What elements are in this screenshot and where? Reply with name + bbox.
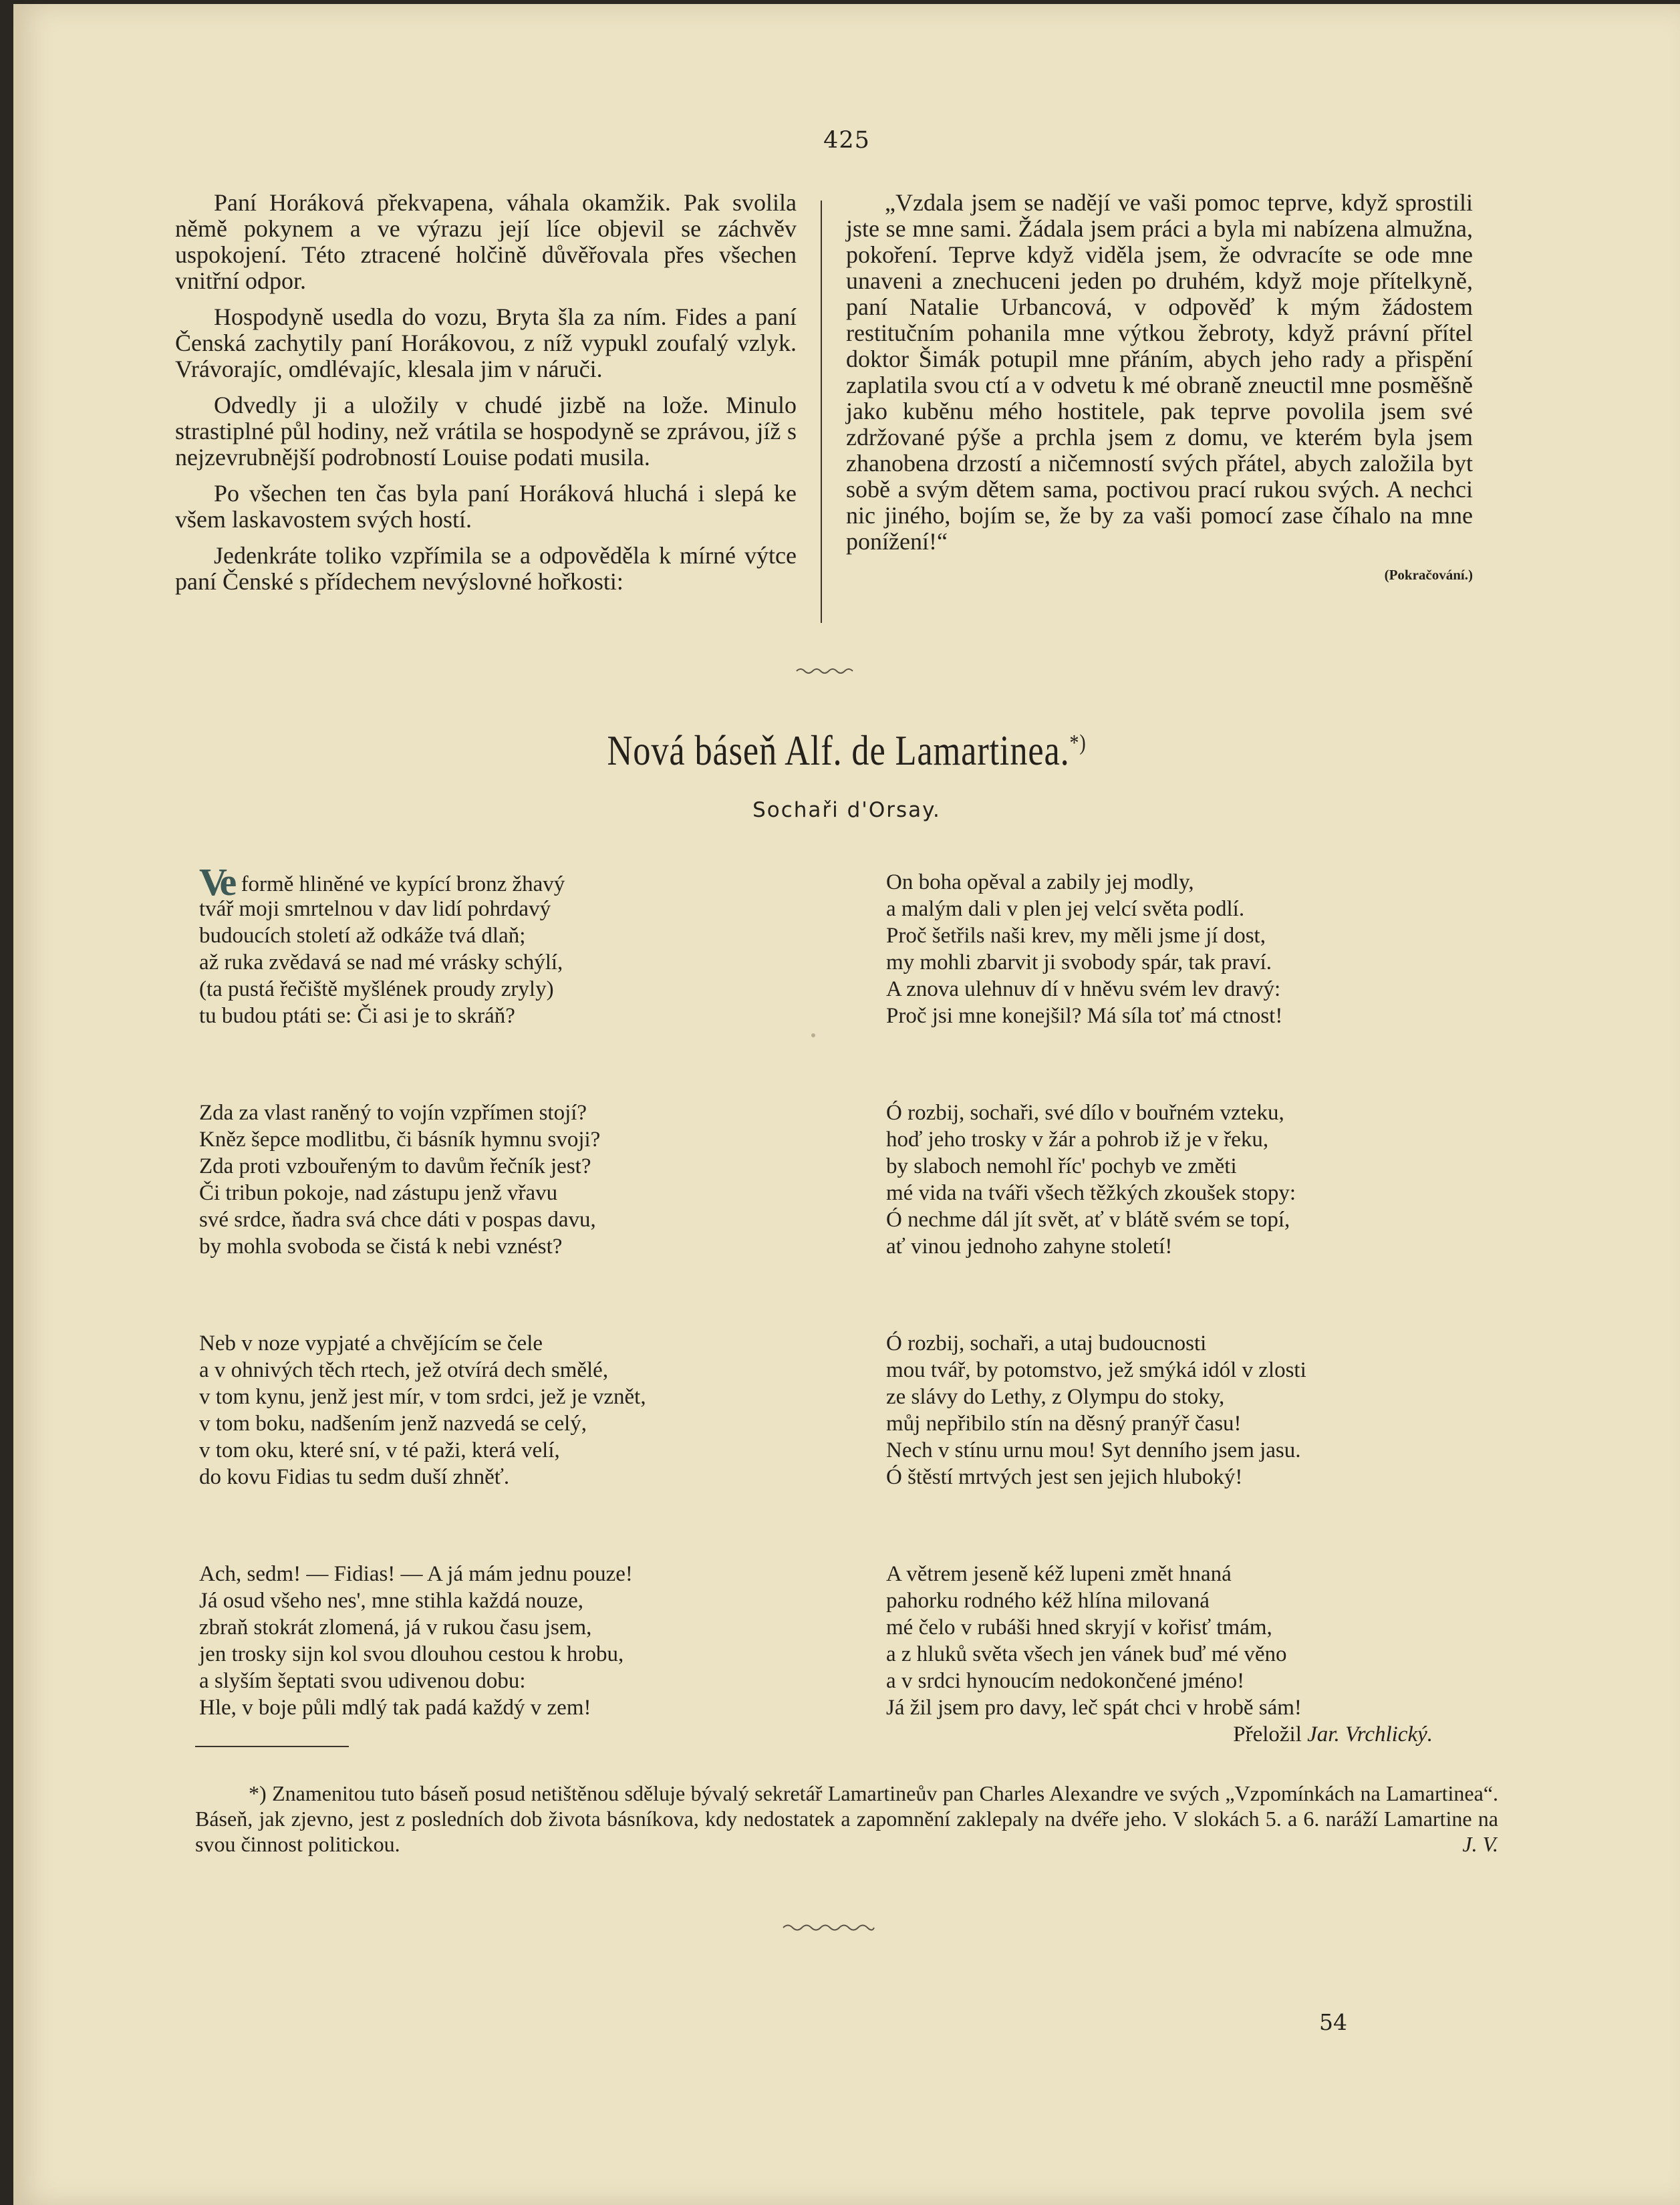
- poem-line: mé čelo v rubáši hned skryjí v kořisť tmám,: [886, 1615, 1272, 1640]
- footnote-marker: *): [1069, 731, 1087, 755]
- poem-line: Ach, sedm! — Fidias! — A já mám jednu pouze!: [199, 1562, 633, 1586]
- footnote-signature: J. V.: [1462, 1832, 1498, 1856]
- poem-line: Ó rozbij, sochaři, své dílo v bouřném vzteku,: [886, 1101, 1284, 1125]
- poem-line: tu budou ptáti se: Či asi je to skráň?: [199, 1004, 515, 1028]
- stanza: [199, 1330, 801, 1490]
- prose-column-right: [846, 190, 1473, 588]
- poem-line: Ó nechme dál jít svět, ať v blátě svém se topí,: [886, 1208, 1290, 1232]
- paragraph: Po všechen ten čas byla paní Horáková hluchá i slepá ke všem laskavostem svých hostí.: [175, 480, 797, 533]
- stanza: [199, 1099, 801, 1260]
- column-divider: [821, 201, 822, 623]
- poem-title: [163, 726, 1530, 775]
- stanza: [199, 860, 801, 1029]
- poem-line: a v ohnivých těch rtech, jež otvírá dech smělé,: [199, 1358, 609, 1382]
- poem-line: Či tribun pokoje, nad zástupu jenž vřavu: [199, 1181, 558, 1205]
- paragraph: Paní Horáková překvapena, váhala okamžik. Pak svolila němě pokynem a ve výrazu její líce objevil se záchvěv uspokojení. Této ztracené holčině důvěřovala přes všechen vnitřní odpor.: [175, 189, 797, 294]
- poem-line: budoucích století až odkáže tvá dlaň;: [199, 924, 526, 948]
- poem-subtitle: Sochaři d'Orsay.: [752, 798, 941, 822]
- tilde-ornament: [782, 1922, 875, 1933]
- stanza: [199, 1561, 801, 1721]
- poem-line: my mohli zbarvit ji svobody spár, tak praví.: [886, 950, 1272, 975]
- poem-line: Zda za vlast raněný to vojín vzpřímen stojí?: [199, 1101, 587, 1125]
- poem-line: Neb v noze vypjaté a chvějícím se čele: [199, 1331, 543, 1355]
- poem-title-text: Nová báseň Alf. de Lamartinea.: [607, 727, 1070, 774]
- decorative-initial: Ve: [199, 860, 233, 904]
- tilde-ornament: [795, 667, 855, 675]
- continued-note: (Pokračování.): [1384, 567, 1473, 583]
- poem-line: v tom kynu, jenž jest mír, v tom srdci, jež je vznět,: [199, 1385, 646, 1409]
- footnote-rule: [195, 1746, 349, 1747]
- paragraph: Jedenkráte toliko vzpřímila se a odpověděla k mírné výtce paní Čenské s přídechem nevýslovné hořkosti:: [175, 542, 797, 595]
- poem-line: Nech v stínu urnu mou! Syt denního jsem jasu.: [886, 1438, 1301, 1462]
- poem-line: jen trosky sijn kol svou dlouhou cestou k hrobu,: [199, 1642, 624, 1666]
- footnote-text: *) Znamenitou tuto báseň posud netištěnou sděluje bývalý sekretář Lamartineův pan Charles Alexandre ve svých „Vzpomínkách na Lamartinea“. Báseň, jak zjevno, jest z posledních dob života básníkova, kdy nedostatek a zapomnění zaklepaly na dvéře jeho. V slokách 5. a 6. naráží Lamartine na svou činnost politickou.: [195, 1781, 1498, 1856]
- poem-line: A větrem jeseně kéž lupeni změt hnaná: [886, 1562, 1232, 1586]
- poem-line: zbraň stokrát zlomená, já v rukou času jsem,: [199, 1615, 592, 1640]
- print-speck: [811, 1033, 815, 1037]
- poem-line: v tom boku, nadšením jenž nazvedá se celý,: [199, 1412, 587, 1436]
- poem-column-right: [886, 869, 1488, 1748]
- poem-line: Proč jsi mne konejšil? Má síla toť má ctnost!: [886, 1004, 1283, 1028]
- paragraph: Odvedly ji a uložily v chudé jizbě na lože. Minulo strastiplné půl hodiny, než vrátila se hospodyně se zprávou, jíž s nejzevrubnější podrobností Louise podati musila.: [175, 392, 797, 471]
- poem-line: až ruka zvědavá se nad mé vrásky schýlí,: [199, 950, 563, 975]
- poem-line: Zda proti vzbouřeným to davům řečník jest?: [199, 1154, 591, 1178]
- poem-line: [199, 860, 801, 904]
- paragraph: Hospodyně usedla do vozu, Bryta šla za ním. Fides a paní Čenská zachytily paní Horákovou, z níž vypukl zoufalý vzlyk. Vrávorajíc, omdlévajíc, klesala jim v náruči.: [175, 303, 797, 382]
- page: [13, 4, 1680, 2205]
- poem-line: Proč šetřils naši krev, my měli jsme jí dost,: [886, 924, 1266, 948]
- poem-line: ať vinou jednoho zahyne století!: [886, 1235, 1173, 1259]
- poem-line: On boha opěval a zabily jej modly,: [886, 870, 1194, 894]
- translator-credit: [886, 1721, 1488, 1748]
- stanza: [886, 1561, 1488, 1721]
- poem-line: a z hluků světa všech jen vánek buď mé věno: [886, 1642, 1287, 1666]
- poem-line: mé vida na tváři všech těžkých zkoušek stopy:: [886, 1181, 1296, 1205]
- poem-column-left: [199, 860, 801, 1791]
- poem-line: Já žil jsem pro davy, leč spát chci v hrobě sám!: [886, 1696, 1302, 1720]
- poem-line: do kovu Fidias tu sedm duší zhněť.: [199, 1465, 510, 1489]
- poem-line: a slyším šeptati svou udivenou dobu:: [199, 1669, 526, 1693]
- poem-line: Hle, v boje půli mdlý tak padá každý v zem!: [199, 1696, 591, 1720]
- sheet-number: 54: [1319, 2009, 1347, 2035]
- stanza: [886, 869, 1488, 1029]
- poem-line: Ó rozbij, sochaři, a utaj budoucnosti: [886, 1331, 1207, 1355]
- poem-line: pahorku rodného kéž hlína milovaná: [886, 1589, 1210, 1613]
- poem-line: mou tvář, by potomstvo, jež smýká idól v zlosti: [886, 1358, 1306, 1382]
- poem-line: by mohla svoboda se čistá k nebi vznést?: [199, 1235, 563, 1259]
- poem-line: A znova ulehnuv dí v hněvu svém lev dravý:: [886, 977, 1281, 1001]
- footnote: [195, 1781, 1498, 1857]
- poem-line-text: formě hliněné ve kypící bronz žhavý: [235, 872, 565, 896]
- prose-column-left: [175, 190, 797, 605]
- poem-line: v tom oku, které sní, v té paži, která velí,: [199, 1438, 560, 1462]
- poem-line: můj nepřibilo stín na děsný pranýř času!: [886, 1412, 1242, 1436]
- poem-line: Kněz šepce modlitbu, či básník hymnu svoji?: [199, 1128, 601, 1152]
- stanza: [886, 1099, 1488, 1260]
- poem-line: (ta pustá řečiště myšlének proudy zryly): [199, 977, 554, 1001]
- poem-line: hoď jeho trosky v žár a pohrob iž je v řeku,: [886, 1128, 1269, 1152]
- poem-line: tvář moji smrtelnou v dav lidí pohrdavý: [199, 897, 551, 921]
- poem-line: Ó štěstí mrtvých jest sen jejich hluboký!: [886, 1465, 1243, 1489]
- poem-line: a v srdci hynoucím nedokončené jméno!: [886, 1669, 1245, 1693]
- paragraph: „Vzdala jsem se nadějí ve vaši pomoc teprve, když sprostili jste se mne sami. Žádala jsem práci a byla mi nabízena almužna, pokoření. Teprve když viděla jsem, že odvracíte se ode mne unaveni a znechuceni jeden po druhém, když moje přítelkyně, paní Natalie Urbancová, v odpověď k mým žádostem restitučním pohanila mne výtkou žebroty, když právní přítel doktor Šimák potupil mne přáním, abych jeho rady a přispění zaplatila svou ctí a v odvetu k mé obraně zneuctil mne posměšně jako kuběnu mého hostitele, pak teprve povolila jsem své zdržované pýše a prchla jsem z domu, ve kterém byla jsem zhanobena drzostí a ničemností svých přátel, abych založila byt sobě a svým dětem sama, poctivou prací rukou svých. A nechci nic jiného, bojím se, že by za vaši pomocí zase číhalo na mne ponížení!“: [846, 189, 1473, 555]
- stanza: [886, 1330, 1488, 1490]
- page-number: 425: [823, 127, 870, 154]
- poem-line: by slaboch nemohl říc' pochyb ve změti: [886, 1154, 1237, 1178]
- poem-line: ze slávy do Lethy, z Olympu do stoky,: [886, 1385, 1225, 1409]
- poem-line: Já osud všeho nes', mne stihla každá nouze,: [199, 1589, 584, 1613]
- translator-name: Jar. Vrchlický.: [1307, 1722, 1433, 1746]
- translator-prefix: Přeložil: [1233, 1722, 1308, 1746]
- poem-line: své srdce, ňadra svá chce dáti v pospas davu,: [199, 1208, 596, 1232]
- poem-line: a malým dali v plen jej velcí světa podlí.: [886, 897, 1245, 921]
